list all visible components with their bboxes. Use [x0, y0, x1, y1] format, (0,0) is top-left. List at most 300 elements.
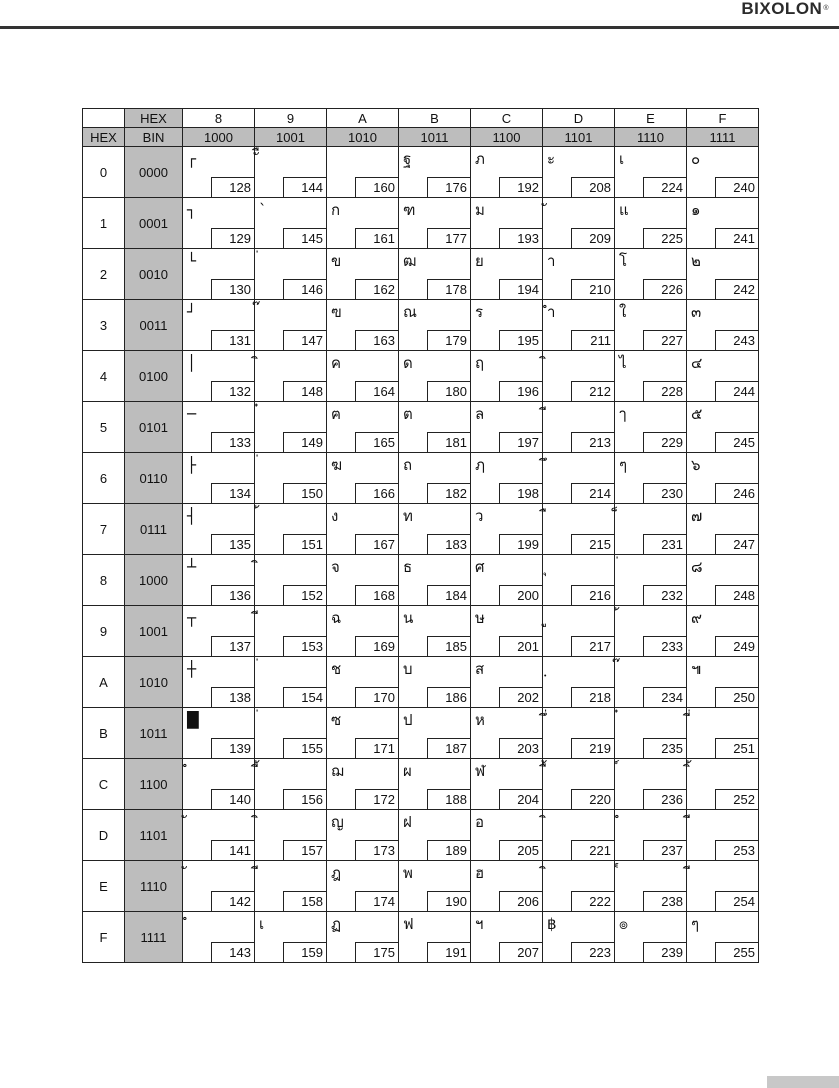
char-glyph: ๆ: [691, 915, 700, 933]
char-cell: [399, 657, 471, 708]
char-cell: [687, 453, 759, 504]
char-code: 137: [211, 636, 254, 656]
char-glyph: ฝ: [403, 813, 412, 831]
char-glyph: ซ: [331, 711, 342, 729]
char-cell: [543, 708, 615, 759]
char-code: 150: [283, 483, 326, 503]
hex-header-label: HEX: [125, 109, 183, 128]
char-glyph: ฦ: [475, 456, 485, 474]
char-code: 207: [499, 942, 542, 962]
char-cell: [399, 402, 471, 453]
char-code: 198: [499, 483, 542, 503]
col-hex-8: 8: [183, 109, 255, 128]
char-code: 172: [355, 789, 398, 809]
char-glyph: ร: [475, 303, 484, 321]
char-code: 134: [211, 483, 254, 503]
char-cell: [687, 810, 759, 861]
char-cell: [399, 861, 471, 912]
char-glyph: บ: [403, 660, 413, 678]
row-hex: 1: [83, 198, 125, 249]
char-code: 161: [355, 228, 398, 248]
char-cell: [399, 198, 471, 249]
char-cell: [183, 147, 255, 198]
char-cell: [615, 657, 687, 708]
char-cell: [327, 912, 399, 963]
row-bin: 1101: [125, 810, 183, 861]
char-code: 194: [499, 279, 542, 299]
char-code: 223: [571, 942, 614, 962]
row-bin: 1100: [125, 759, 183, 810]
char-cell: [687, 198, 759, 249]
char-cell: [471, 351, 543, 402]
char-code: 241: [715, 228, 758, 248]
char-cell: [471, 555, 543, 606]
char-cell: [687, 402, 759, 453]
char-cell: [327, 249, 399, 300]
row-bin: 1110: [125, 861, 183, 912]
char-code: 158: [283, 891, 326, 911]
char-cell: [327, 861, 399, 912]
char-glyph: ถ: [403, 456, 413, 474]
char-cell: [399, 504, 471, 555]
char-glyph: ำ: [547, 303, 556, 321]
char-code: 250: [715, 687, 758, 707]
char-cell: [471, 402, 543, 453]
char-cell: [687, 504, 759, 555]
row-bin: 0100: [125, 351, 183, 402]
char-code: 190: [427, 891, 470, 911]
row-bin: 0101: [125, 402, 183, 453]
char-cell: [471, 912, 543, 963]
char-code: 144: [283, 177, 326, 197]
char-code: 135: [211, 534, 254, 554]
char-cell: [399, 351, 471, 402]
char-glyph: ข: [331, 252, 342, 270]
char-glyph: ๒: [691, 252, 701, 270]
row-hex: 9: [83, 606, 125, 657]
char-code: 209: [571, 228, 614, 248]
char-code: 183: [427, 534, 470, 554]
char-glyph: ๕: [691, 405, 703, 423]
col-hex-E: E: [615, 109, 687, 128]
char-glyph: ๚: [691, 660, 702, 678]
char-glyph: ฒ: [403, 252, 417, 270]
char-code: 186: [427, 687, 470, 707]
registered-mark: ®: [823, 5, 829, 12]
char-cell: [327, 147, 399, 198]
char-cell: [543, 351, 615, 402]
char-cell: [183, 555, 255, 606]
row-bin: 1010: [125, 657, 183, 708]
char-code: 196: [499, 381, 542, 401]
char-cell: [399, 300, 471, 351]
char-glyph: ค: [331, 354, 342, 372]
table-row: [83, 606, 759, 657]
char-code: 191: [427, 942, 470, 962]
char-code: 200: [499, 585, 542, 605]
char-code: 234: [643, 687, 686, 707]
table-row: [83, 147, 759, 198]
char-code: 168: [355, 585, 398, 605]
table-row: [83, 198, 759, 249]
char-code: 195: [499, 330, 542, 350]
char-glyph: │: [187, 354, 197, 372]
char-cell: [399, 453, 471, 504]
char-code: 218: [571, 687, 614, 707]
char-glyph: ศ: [475, 558, 485, 576]
char-code: 255: [715, 942, 758, 962]
char-code: 164: [355, 381, 398, 401]
char-cell: [615, 147, 687, 198]
char-cell: [543, 402, 615, 453]
char-code: 247: [715, 534, 758, 554]
row-bin: 1111: [125, 912, 183, 963]
table-row: [83, 402, 759, 453]
char-glyph: ┐: [187, 201, 197, 219]
char-cell: [471, 708, 543, 759]
char-cell: [183, 810, 255, 861]
char-code: 181: [427, 432, 470, 452]
bixolon-logo: [741, 0, 829, 18]
char-glyph: ไ: [619, 354, 627, 372]
char-cell: [471, 147, 543, 198]
char-cell: [327, 657, 399, 708]
char-code: 149: [283, 432, 326, 452]
char-glyph: ช: [331, 660, 342, 678]
char-cell: [543, 606, 615, 657]
char-code: 187: [427, 738, 470, 758]
char-code: 202: [499, 687, 542, 707]
row-bin: 0001: [125, 198, 183, 249]
char-cell: [471, 657, 543, 708]
char-glyph: ┼: [187, 660, 197, 678]
char-glyph: ๙: [691, 609, 702, 627]
char-code: 244: [715, 381, 758, 401]
char-cell: [255, 606, 327, 657]
char-cell: [471, 810, 543, 861]
char-cell: [471, 504, 543, 555]
table-row: [83, 555, 759, 606]
char-cell: [327, 453, 399, 504]
col-bin-8: 1000: [183, 128, 255, 147]
char-code: 162: [355, 279, 398, 299]
char-code: 227: [643, 330, 686, 350]
char-cell: [255, 810, 327, 861]
char-cell: [543, 555, 615, 606]
footer-bar: [767, 1076, 839, 1088]
char-cell: [615, 504, 687, 555]
char-cell: [255, 249, 327, 300]
char-cell: [399, 810, 471, 861]
char-glyph: ม: [475, 201, 485, 219]
char-cell: [255, 198, 327, 249]
char-code: 140: [211, 789, 254, 809]
table-row: [83, 453, 759, 504]
char-code: 229: [643, 432, 686, 452]
char-glyph: ┴: [187, 558, 197, 576]
char-glyph: ─: [187, 405, 197, 423]
char-cell: [327, 810, 399, 861]
char-glyph: ก: [331, 201, 341, 219]
header-row-hex: [83, 109, 759, 128]
row-hex: 7: [83, 504, 125, 555]
char-cell: [255, 657, 327, 708]
char-cell: [327, 606, 399, 657]
char-cell: [399, 708, 471, 759]
char-code: 192: [499, 177, 542, 197]
char-cell: [687, 249, 759, 300]
char-glyph: แ: [619, 201, 629, 219]
row-hex: 5: [83, 402, 125, 453]
char-cell: [255, 402, 327, 453]
char-cell: [327, 555, 399, 606]
row-hex: 0: [83, 147, 125, 198]
char-glyph: พ: [403, 864, 413, 882]
char-code: 197: [499, 432, 542, 452]
col-hex-B: B: [399, 109, 471, 128]
char-code: 239: [643, 942, 686, 962]
char-glyph: ญ: [331, 813, 344, 831]
col-hex-D: D: [543, 109, 615, 128]
corner-cell: [83, 109, 125, 128]
char-cell: [687, 300, 759, 351]
char-code: 240: [715, 177, 758, 197]
col-bin-F: 1111: [687, 128, 759, 147]
char-glyph: ┌: [187, 150, 197, 168]
row-hex: D: [83, 810, 125, 861]
char-cell: [471, 453, 543, 504]
char-cell: [615, 708, 687, 759]
row-hex-label: HEX: [83, 128, 125, 147]
char-cell: [615, 912, 687, 963]
char-glyph: ๘: [691, 558, 703, 576]
char-glyph: ๔: [691, 354, 703, 372]
char-glyph: ธ: [403, 558, 413, 576]
col-bin-B: 1011: [399, 128, 471, 147]
char-cell: [471, 300, 543, 351]
char-code: 157: [283, 840, 326, 860]
char-code: 156: [283, 789, 326, 809]
char-code: 210: [571, 279, 614, 299]
char-code: 188: [427, 789, 470, 809]
char-glyph: ๖: [691, 456, 701, 474]
char-code: 221: [571, 840, 614, 860]
char-code: 180: [427, 381, 470, 401]
char-code: 173: [355, 840, 398, 860]
char-glyph: └: [187, 252, 197, 270]
char-code: 205: [499, 840, 542, 860]
char-cell: [543, 147, 615, 198]
char-glyph: ฟ: [403, 915, 414, 933]
char-glyph: █: [187, 711, 199, 729]
row-bin: 0011: [125, 300, 183, 351]
char-cell: [615, 810, 687, 861]
char-code: 245: [715, 432, 758, 452]
col-bin-9: 1001: [255, 128, 327, 147]
char-code: 171: [355, 738, 398, 758]
char-cell: [399, 147, 471, 198]
char-code: 128: [211, 177, 254, 197]
char-cell: [183, 453, 255, 504]
char-glyph: เ: [619, 150, 625, 168]
header-rule: [0, 26, 839, 29]
char-glyph: ง: [331, 507, 339, 525]
char-glyph: ┤: [187, 507, 197, 525]
char-glyph: ท: [403, 507, 413, 525]
char-code: 166: [355, 483, 398, 503]
char-code: 170: [355, 687, 398, 707]
char-cell: [399, 606, 471, 657]
char-cell: [543, 759, 615, 810]
char-glyph: ฑ: [403, 201, 416, 219]
char-cell: [255, 759, 327, 810]
char-cell: [327, 708, 399, 759]
table-row: [83, 249, 759, 300]
char-code: 222: [571, 891, 614, 911]
row-hex: 2: [83, 249, 125, 300]
row-bin: 1001: [125, 606, 183, 657]
char-code: 203: [499, 738, 542, 758]
char-code: 146: [283, 279, 326, 299]
char-glyph: ฎ: [331, 864, 342, 882]
char-cell: [327, 759, 399, 810]
code-table: [82, 108, 759, 963]
char-glyph: ผ: [403, 762, 412, 780]
char-cell: [687, 657, 759, 708]
char-glyph: ๗: [691, 507, 703, 525]
char-glyph: ฉ: [331, 609, 342, 627]
char-code: 184: [427, 585, 470, 605]
logo-text: BIXOLON: [741, 0, 823, 18]
char-glyph: ๑: [691, 201, 701, 219]
char-cell: [183, 300, 255, 351]
char-cell: [615, 861, 687, 912]
char-code: 224: [643, 177, 686, 197]
char-cell: [255, 300, 327, 351]
char-glyph: ฌ: [331, 762, 344, 780]
char-glyph: ณ: [403, 303, 417, 321]
char-cell: [327, 198, 399, 249]
char-glyph: ๐: [691, 150, 701, 168]
char-code: 204: [499, 789, 542, 809]
char-glyph: ะ: [547, 150, 556, 168]
col-hex-9: 9: [255, 109, 327, 128]
char-code: 219: [571, 738, 614, 758]
char-code: 143: [211, 942, 254, 962]
char-cell: [399, 249, 471, 300]
char-cell: [471, 249, 543, 300]
char-code: 248: [715, 585, 758, 605]
char-cell: [183, 249, 255, 300]
char-code: 217: [571, 636, 614, 656]
row-hex: 4: [83, 351, 125, 402]
char-cell: [543, 657, 615, 708]
char-glyph: ฬ: [475, 762, 486, 780]
char-code: 155: [283, 738, 326, 758]
char-cell: [255, 147, 327, 198]
char-cell: [255, 351, 327, 402]
char-code: 148: [283, 381, 326, 401]
char-cell: [687, 759, 759, 810]
row-hex: A: [83, 657, 125, 708]
char-cell: [183, 708, 255, 759]
char-glyph: ├: [187, 456, 197, 474]
char-code: 139: [211, 738, 254, 758]
row-hex: 3: [83, 300, 125, 351]
char-code: 141: [211, 840, 254, 860]
row-hex: 8: [83, 555, 125, 606]
char-cell: [327, 402, 399, 453]
char-code: 151: [283, 534, 326, 554]
char-code: 236: [643, 789, 686, 809]
char-cell: [471, 861, 543, 912]
char-glyph: ฮ: [475, 864, 485, 882]
row-bin: 0110: [125, 453, 183, 504]
table-row: [83, 657, 759, 708]
char-cell: [255, 504, 327, 555]
char-cell: [255, 861, 327, 912]
char-cell: [687, 555, 759, 606]
char-code: 177: [427, 228, 470, 248]
char-glyph: ฅ: [331, 405, 342, 423]
char-glyph: ๆ: [619, 456, 628, 474]
char-code: 246: [715, 483, 758, 503]
char-code: 220: [571, 789, 614, 809]
char-glyph: ฆ: [331, 456, 343, 474]
char-cell: [615, 351, 687, 402]
char-code: 231: [643, 534, 686, 554]
char-code: 160: [355, 177, 398, 197]
char-code: 185: [427, 636, 470, 656]
char-cell: [687, 606, 759, 657]
char-glyph: ส: [475, 660, 485, 678]
char-code: 131: [211, 330, 254, 350]
row-bin: 0010: [125, 249, 183, 300]
char-code: 243: [715, 330, 758, 350]
char-glyph: น: [403, 609, 414, 627]
char-code: 233: [643, 636, 686, 656]
char-code: 254: [715, 891, 758, 911]
char-glyph: า: [547, 252, 556, 270]
char-code: 189: [427, 840, 470, 860]
char-code: 238: [643, 891, 686, 911]
col-bin-E: 1110: [615, 128, 687, 147]
char-code: 147: [283, 330, 326, 350]
char-cell: [687, 708, 759, 759]
char-cell: [399, 555, 471, 606]
char-glyph: โ: [619, 252, 628, 270]
char-glyph: ใ: [619, 303, 627, 321]
char-cell: [399, 759, 471, 810]
char-cell: [183, 198, 255, 249]
col-bin-D: 1101: [543, 128, 615, 147]
char-glyph: ฐ: [403, 150, 412, 168]
char-glyph: ฃ: [331, 303, 342, 321]
char-cell: [183, 351, 255, 402]
char-code: 206: [499, 891, 542, 911]
char-glyph: ษ: [475, 609, 485, 627]
char-cell: [543, 861, 615, 912]
char-cell: [183, 912, 255, 963]
char-glyph: ฯ: [475, 915, 484, 933]
col-hex-C: C: [471, 109, 543, 128]
col-bin-C: 1100: [471, 128, 543, 147]
char-code: 182: [427, 483, 470, 503]
char-cell: [687, 912, 759, 963]
char-code: 235: [643, 738, 686, 758]
char-code: 154: [283, 687, 326, 707]
row-bin: 0111: [125, 504, 183, 555]
